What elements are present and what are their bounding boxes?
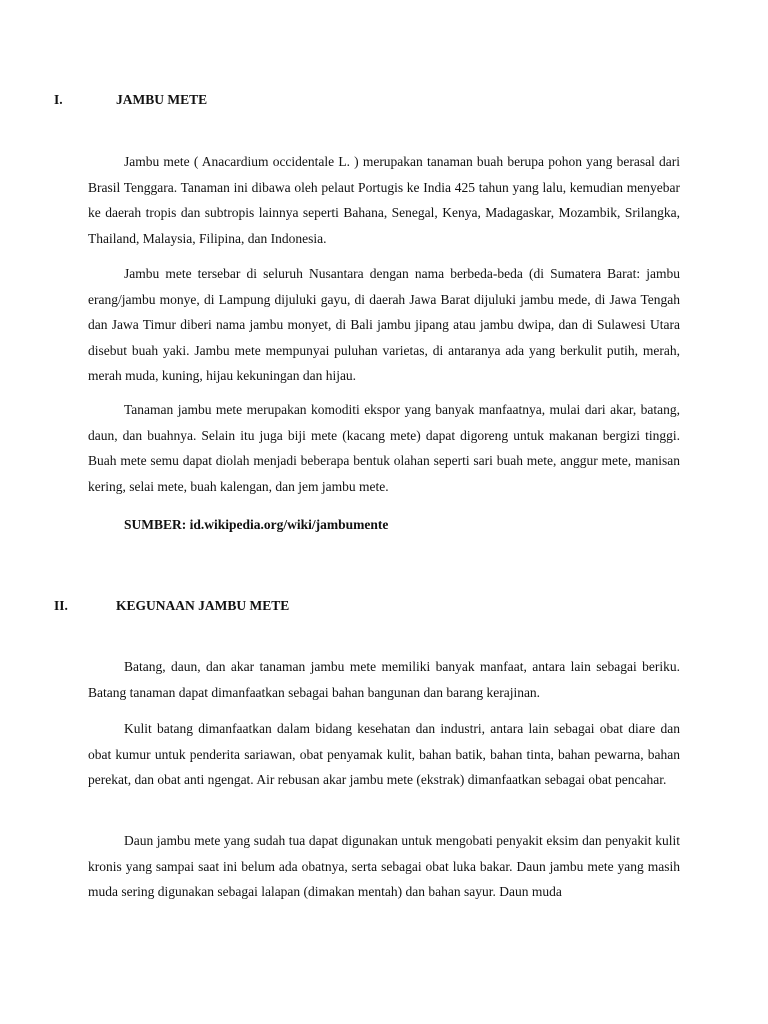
section-2-paragraph-3: Daun jambu mete yang sudah tua dapat digunakan untuk mengobati penyakit eksim dan penyakit kulit kronis yang sampai saat ini belum ada obatnya, serta sebagai obat luka bakar. Daun jambu mete yang masih muda sering digunakan sebagai lalapan (dimakan mentah) dan bahan sayur. Daun muda	[88, 833, 680, 899]
source-citation: SUMBER: id.wikipedia.org/wiki/jambumente	[124, 517, 389, 532]
section-2-paragraph-1: Batang, daun, dan akar tanaman jambu mete memiliki banyak manfaat, antara lain sebagai beriku. Batang tanaman dapat dimanfaatkan sebagai bahan bangunan dan barang kerajinan.	[88, 659, 680, 700]
section-1-title: JAMBU METE	[116, 92, 208, 107]
section-1-number: I.	[54, 92, 63, 107]
section-2-heading	[54, 598, 289, 614]
section-1-paragraph-3: Tanaman jambu mete merupakan komoditi ekspor yang banyak manfaatnya, mulai dari akar, batang, daun, dan buahnya. Selain itu juga biji mete (kacang mete) dapat digoreng untuk makanan bergizi tinggi. Buah mete semu dapat diolah menjadi beberapa bentuk olahan seperti sari buah mete, anggur mete, manisan kering, selai mete, buah kalengan, dan jem jambu mete.	[88, 402, 680, 494]
section-1-paragraph-2: Jambu mete tersebar di seluruh Nusantara dengan nama berbeda-beda (di Sumatera Barat: jambu erang/jambu monye, di Lampung dijuluki gayu, di daerah Jawa Barat dijuluki jambu mede, di Jawa Tengah dan Jawa Timur diberi nama jambu monyet, di Bali jambu jipang atau jambu dwipa, dan di Sulawesi Utara disebut buah yaki. Jambu mete mempunyai puluhan varietas, di antaranya ada yang berkulit putih, merah, merah muda, kuning, hijau kekuningan dan hijau.	[88, 266, 680, 383]
section-1-heading	[54, 92, 207, 108]
section-1-paragraph-1: Jambu mete ( Anacardium occidentale L. ) merupakan tanaman buah berupa pohon yang berasal dari Brasil Tenggara. Tanaman ini dibawa oleh pelaut Portugis ke India 425 tahun yang lalu, kemudian menyebar ke daerah tropis dan subtropis lainnya seperti Bahana, Senegal, Kenya, Madagaskar, Mozambik, Srilangka, Thailand, Malaysia, Filipina, dan Indonesia.	[88, 154, 680, 246]
section-2-number: II.	[54, 598, 68, 613]
section-2-title: KEGUNAAN JAMBU METE	[116, 598, 290, 613]
section-2-paragraph-2: Kulit batang dimanfaatkan dalam bidang kesehatan dan industri, antara lain sebagai obat diare dan obat kumur untuk penderita sariawan, obat penyamak kulit, bahan batik, bahan tinta, bahan pewarna, bahan perekat, dan obat anti ngengat. Air rebusan akar jambu mete (ekstrak) dimanfaatkan sebagai obat pencahar.	[88, 721, 680, 787]
